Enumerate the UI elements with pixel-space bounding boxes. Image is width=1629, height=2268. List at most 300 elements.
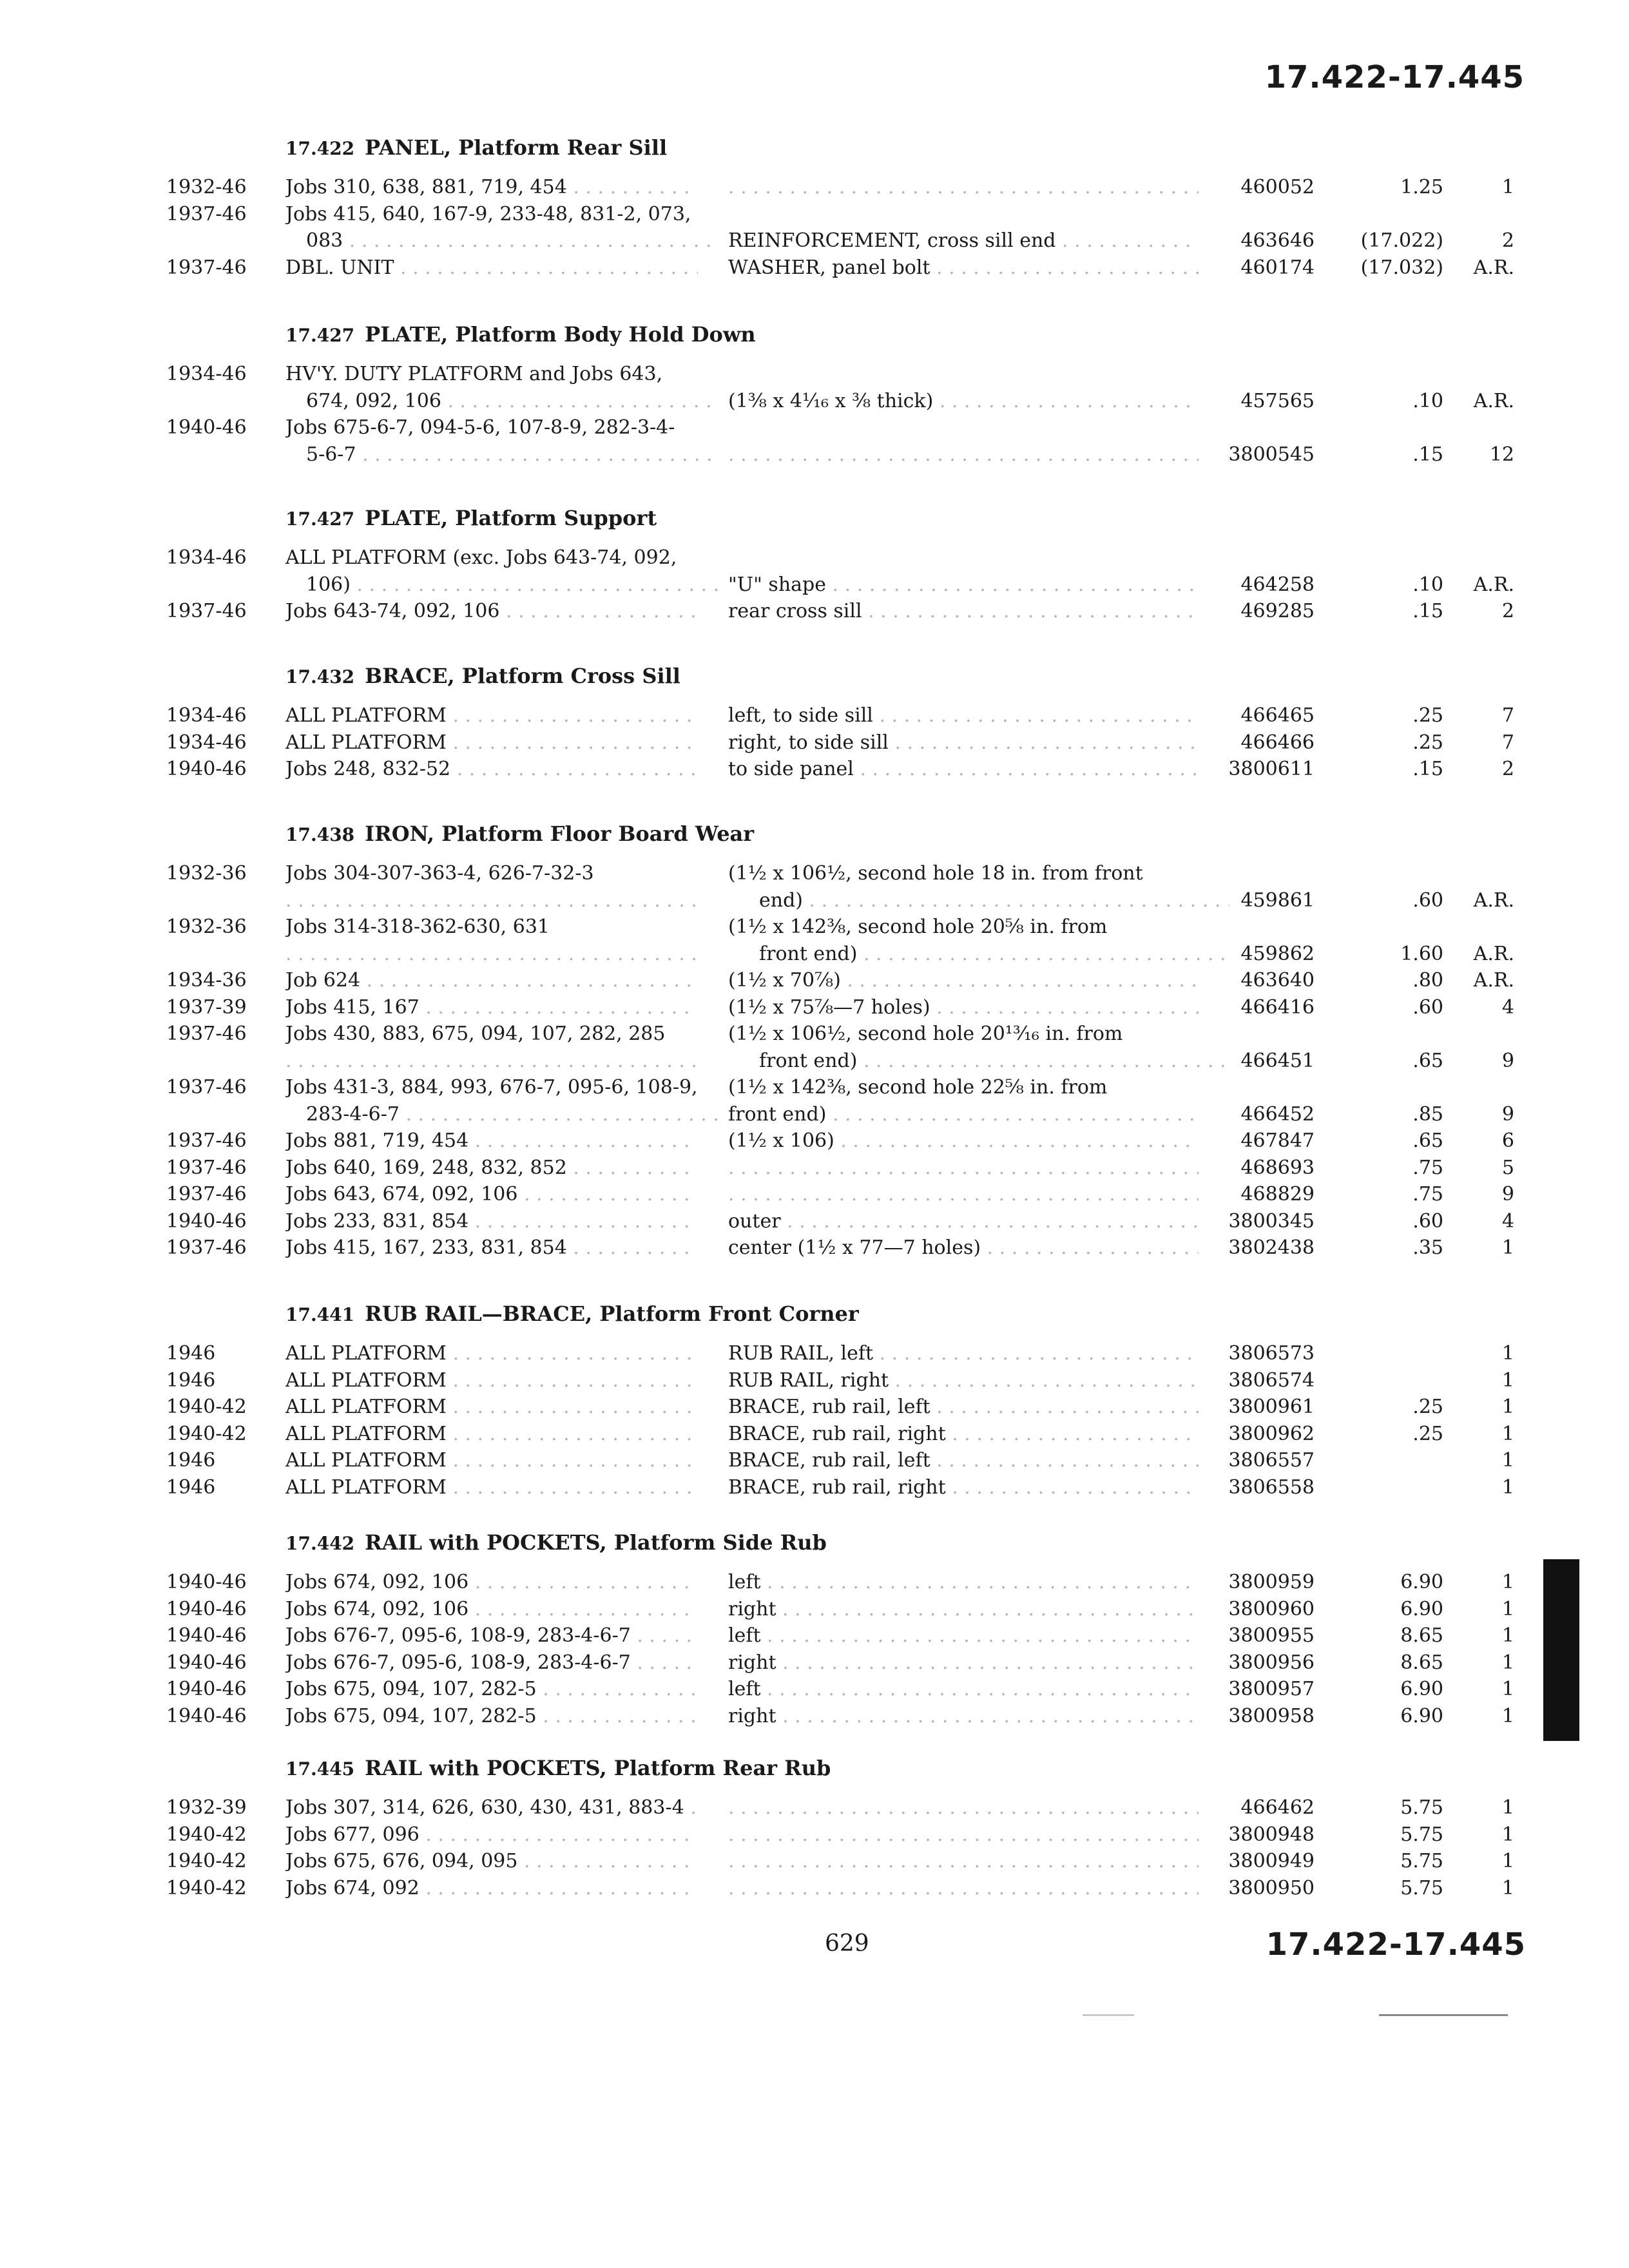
application-text: Jobs 248, 832-52 xyxy=(285,758,451,780)
description xyxy=(728,860,1199,887)
model-years: 1932-36 xyxy=(166,862,247,885)
description-text: RUB RAIL, left xyxy=(728,1342,874,1365)
part-number: 459862 xyxy=(1240,942,1315,965)
quantity: 1 xyxy=(1501,1678,1514,1700)
scan-artifact-line xyxy=(1083,2014,1134,2016)
section-title xyxy=(285,322,756,347)
part-row xyxy=(0,1048,1629,1075)
application xyxy=(285,1821,698,1849)
description-text: to side panel xyxy=(728,758,854,780)
application-text: Jobs 676-7, 095-6, 108-9, 283-4-6-7 xyxy=(285,1624,631,1647)
model-years: 1940-46 xyxy=(166,416,247,439)
section-heading: PLATE, Platform Body Hold Down xyxy=(365,322,756,347)
part-row xyxy=(0,994,1629,1021)
part-row xyxy=(0,388,1629,415)
application xyxy=(285,860,698,887)
part-row xyxy=(0,441,1629,468)
part-number: 3800960 xyxy=(1228,1597,1315,1620)
list-price: .60 xyxy=(1412,1209,1443,1233)
section-title xyxy=(285,135,667,160)
application xyxy=(285,887,698,914)
application-text: ALL PLATFORM xyxy=(285,1449,447,1472)
list-price: .60 xyxy=(1412,889,1443,912)
application xyxy=(285,1703,698,1730)
description xyxy=(728,887,1229,914)
quantity: A.R. xyxy=(1473,256,1514,279)
thumb-index-tab xyxy=(1543,1559,1579,1741)
description-text: (1½ x 142⅜, second hole 20⅝ in. from xyxy=(728,916,1108,938)
list-price: 8.65 xyxy=(1400,1651,1443,1674)
application xyxy=(285,1048,698,1075)
part-row xyxy=(0,1569,1629,1596)
quantity: 9 xyxy=(1501,1102,1514,1126)
description-text: (1⅜ x 4¹⁄₁₆ x ⅜ thick) xyxy=(728,389,934,412)
part-number: 3800949 xyxy=(1228,1850,1315,1872)
application xyxy=(285,1447,698,1474)
part-number: 463640 xyxy=(1240,969,1315,992)
quantity: 4 xyxy=(1501,1209,1514,1233)
section-heading: BRACE, Platform Cross Sill xyxy=(365,664,680,688)
application xyxy=(285,1848,698,1875)
model-years: 1937-46 xyxy=(166,1076,247,1099)
part-number: 3800345 xyxy=(1228,1209,1315,1233)
section-code: 17.438 xyxy=(285,824,355,845)
part-number: 469285 xyxy=(1240,600,1315,622)
application-text: 5-6-7 xyxy=(306,443,356,466)
header-range: 17.422-17.445 xyxy=(1264,59,1525,95)
section-title xyxy=(285,822,754,846)
application-text: ALL PLATFORM xyxy=(285,704,447,727)
quantity: 1 xyxy=(1501,1475,1514,1499)
model-years: 1934-46 xyxy=(166,546,247,569)
section-title xyxy=(285,1756,831,1780)
description xyxy=(728,1649,1199,1677)
description-text: right xyxy=(728,1704,776,1727)
model-years: 1940-42 xyxy=(166,1850,247,1872)
quantity: 1 xyxy=(1501,1449,1514,1472)
part-number: 466452 xyxy=(1240,1102,1315,1126)
application xyxy=(285,914,698,941)
description-text: (1½ x 75⅞—7 holes) xyxy=(728,995,930,1019)
part-number: 463646 xyxy=(1240,229,1315,252)
application-text: Jobs 675, 676, 094, 095 xyxy=(285,1850,518,1872)
description xyxy=(728,1821,1199,1849)
part-row xyxy=(0,1074,1629,1101)
description xyxy=(728,1181,1199,1208)
application-text: ALL PLATFORM xyxy=(285,1396,447,1418)
model-years: 1934-36 xyxy=(166,969,247,992)
description-text: "U" shape xyxy=(728,573,826,596)
application xyxy=(285,994,698,1021)
part-row xyxy=(0,1622,1629,1649)
part-row xyxy=(0,1676,1629,1703)
section-title xyxy=(285,1302,859,1326)
application-text: 283-4-6-7 xyxy=(306,1102,400,1126)
quantity: 1 xyxy=(1501,1796,1514,1819)
quantity: A.R. xyxy=(1473,573,1514,596)
quantity: 7 xyxy=(1501,731,1514,754)
footer-range: 17.422-17.445 xyxy=(1266,1927,1526,1963)
section-heading: RAIL with POCKETS, Platform Side Rub xyxy=(365,1530,827,1555)
application-text: Jobs 415, 640, 167-9, 233-48, 831-2, 073, xyxy=(285,202,691,226)
list-price: .75 xyxy=(1412,1156,1443,1179)
list-price: .60 xyxy=(1412,995,1443,1019)
description-text: BRACE, rub rail, left xyxy=(728,1396,930,1418)
model-years: 1946 xyxy=(166,1342,216,1365)
list-price: 8.65 xyxy=(1400,1624,1443,1647)
description xyxy=(728,1208,1199,1235)
section-heading: PLATE, Platform Support xyxy=(365,506,657,530)
model-years: 1940-46 xyxy=(166,1209,247,1233)
model-years: 1940-46 xyxy=(166,1597,247,1620)
part-number: 3800957 xyxy=(1228,1678,1315,1700)
application-text: Jobs 643, 674, 092, 106 xyxy=(285,1183,518,1206)
section-code: 17.441 xyxy=(285,1304,355,1325)
application xyxy=(285,255,698,282)
part-row xyxy=(0,1596,1629,1623)
quantity: 1 xyxy=(1501,176,1514,198)
application xyxy=(285,1340,698,1367)
part-row xyxy=(0,1155,1629,1182)
quantity: 1 xyxy=(1501,1651,1514,1674)
description-text: REINFORCEMENT, cross sill end xyxy=(728,229,1056,252)
part-number: 468693 xyxy=(1240,1156,1315,1179)
application-text: Jobs 675, 094, 107, 282-5 xyxy=(285,1704,537,1727)
application xyxy=(285,1875,698,1902)
part-row xyxy=(0,1340,1629,1367)
application-text: Jobs 674, 092 xyxy=(285,1876,419,1899)
part-row xyxy=(0,967,1629,994)
list-price: (17.032) xyxy=(1360,256,1443,279)
quantity: A.R. xyxy=(1473,969,1514,992)
application-text: ALL PLATFORM (exc. Jobs 643-74, 092, xyxy=(285,546,677,569)
application-text: Jobs 431-3, 884, 993, 676-7, 095-6, 108-9, xyxy=(285,1076,698,1099)
list-price: .10 xyxy=(1412,389,1443,412)
model-years: 1937-46 xyxy=(166,600,247,622)
application xyxy=(285,1421,698,1448)
application-text: Jobs 430, 883, 675, 094, 107, 282, 285 xyxy=(285,1023,666,1045)
application xyxy=(285,1128,698,1155)
part-number: 3800959 xyxy=(1228,1571,1315,1593)
quantity: 1 xyxy=(1501,1342,1514,1365)
model-years: 1932-36 xyxy=(166,916,247,938)
application-text: Jobs 674, 092, 106 xyxy=(285,1571,469,1593)
model-years: 1940-42 xyxy=(166,1396,247,1418)
application-text: ALL PLATFORM xyxy=(285,1342,447,1365)
part-row xyxy=(0,1181,1629,1208)
list-price: 6.90 xyxy=(1400,1704,1443,1727)
quantity: A.R. xyxy=(1473,889,1514,912)
section-code: 17.427 xyxy=(285,508,355,530)
description-text: rear cross sill xyxy=(728,600,862,622)
list-price: (17.022) xyxy=(1360,229,1443,252)
model-years: 1934-46 xyxy=(166,704,247,727)
application-text: Jobs 310, 638, 881, 719, 454 xyxy=(285,176,567,198)
list-price: .85 xyxy=(1412,1102,1443,1126)
part-row xyxy=(0,1021,1629,1048)
list-price: .15 xyxy=(1412,443,1443,466)
part-number: 3800955 xyxy=(1228,1624,1315,1647)
part-row xyxy=(0,756,1629,783)
part-row xyxy=(0,1875,1629,1902)
application-text: Jobs 640, 169, 248, 832, 852 xyxy=(285,1156,567,1179)
scan-artifact-line xyxy=(1379,2014,1508,2016)
description xyxy=(728,1128,1199,1155)
application xyxy=(285,1622,698,1649)
quantity: A.R. xyxy=(1473,389,1514,412)
part-row xyxy=(0,255,1629,282)
description-text: (1½ x 106) xyxy=(728,1129,834,1152)
application-text: ALL PLATFORM xyxy=(285,1422,447,1445)
quantity: 7 xyxy=(1501,704,1514,727)
part-number: 466466 xyxy=(1240,731,1315,754)
list-price: .65 xyxy=(1412,1129,1443,1152)
quantity: 1 xyxy=(1501,1369,1514,1392)
part-number: 3800956 xyxy=(1228,1651,1315,1674)
part-row xyxy=(0,544,1629,572)
application-text: HV'Y. DUTY PLATFORM and Jobs 643, xyxy=(285,363,663,385)
list-price: .25 xyxy=(1412,1422,1443,1445)
page-number: 629 xyxy=(825,1930,869,1957)
description-text: right, to side sill xyxy=(728,731,889,754)
list-price: .35 xyxy=(1412,1236,1443,1259)
application xyxy=(285,1181,698,1208)
part-row xyxy=(0,414,1629,441)
description-text: (1½ x 106½, second hole 20¹³⁄₁₆ in. from xyxy=(728,1023,1123,1045)
description-text: (1½ x 70⅞) xyxy=(728,969,841,992)
application xyxy=(285,1155,698,1182)
application-text: 674, 092, 106 xyxy=(306,389,441,412)
description xyxy=(728,1394,1199,1421)
quantity: 6 xyxy=(1501,1129,1514,1152)
part-row xyxy=(0,174,1629,201)
description xyxy=(728,1340,1199,1367)
quantity: 1 xyxy=(1501,1876,1514,1899)
quantity: 12 xyxy=(1489,443,1514,466)
part-number: 3800545 xyxy=(1228,443,1315,466)
description xyxy=(728,994,1199,1021)
quantity: 1 xyxy=(1501,1624,1514,1647)
part-number: 466416 xyxy=(1240,995,1315,1019)
description xyxy=(728,255,1199,282)
part-number: 460174 xyxy=(1240,256,1315,279)
section-code: 17.432 xyxy=(285,666,355,687)
part-row xyxy=(0,1128,1629,1155)
part-row xyxy=(0,729,1629,756)
part-number: 3800962 xyxy=(1228,1422,1315,1445)
list-price: .10 xyxy=(1412,573,1443,596)
quantity: 1 xyxy=(1501,1850,1514,1872)
model-years: 1932-46 xyxy=(166,176,247,198)
description xyxy=(728,1569,1199,1596)
application-text: ALL PLATFORM xyxy=(285,1475,447,1499)
list-price: 5.75 xyxy=(1400,1823,1443,1846)
list-price: 1.25 xyxy=(1400,176,1443,198)
part-row xyxy=(0,201,1629,228)
application xyxy=(285,1367,698,1394)
model-years: 1946 xyxy=(166,1369,216,1392)
description xyxy=(728,1421,1199,1448)
section-heading: IRON, Platform Floor Board Wear xyxy=(365,822,755,846)
description xyxy=(728,1474,1199,1501)
application-text: 083 xyxy=(306,229,343,252)
description-text: BRACE, rub rail, right xyxy=(728,1422,946,1445)
part-number: 466451 xyxy=(1240,1049,1315,1072)
description-text: BRACE, rub rail, right xyxy=(728,1475,946,1499)
description xyxy=(728,941,1229,968)
model-years: 1940-46 xyxy=(166,1704,247,1727)
section-title xyxy=(285,506,657,530)
description xyxy=(728,729,1199,756)
part-row xyxy=(0,1101,1629,1128)
application xyxy=(285,1101,718,1128)
application-text: Jobs 675, 094, 107, 282-5 xyxy=(285,1678,537,1700)
part-number: 3802438 xyxy=(1228,1236,1315,1259)
description-text: BRACE, rub rail, left xyxy=(728,1449,930,1472)
description xyxy=(728,1235,1199,1262)
part-row xyxy=(0,1235,1629,1262)
description xyxy=(728,1848,1199,1875)
model-years: 1940-46 xyxy=(166,1624,247,1647)
part-number: 459861 xyxy=(1240,889,1315,912)
model-years: 1940-46 xyxy=(166,1678,247,1700)
application xyxy=(285,941,698,968)
application-text: Jobs 415, 167, 233, 831, 854 xyxy=(285,1236,567,1259)
part-row xyxy=(0,941,1629,968)
list-price: .25 xyxy=(1412,731,1443,754)
model-years: 1946 xyxy=(166,1449,216,1472)
description xyxy=(728,967,1199,994)
application xyxy=(285,174,698,201)
section-title xyxy=(285,1530,827,1555)
description xyxy=(728,1622,1199,1649)
description xyxy=(728,1447,1199,1474)
list-price: 5.75 xyxy=(1400,1796,1443,1819)
part-row xyxy=(0,1703,1629,1730)
description-text: left xyxy=(728,1624,761,1647)
section-code: 17.427 xyxy=(285,325,355,346)
list-price: 5.75 xyxy=(1400,1876,1443,1899)
application-text: Jobs 643-74, 092, 106 xyxy=(285,600,500,622)
application xyxy=(285,1794,698,1821)
part-number: 460052 xyxy=(1240,176,1315,198)
part-row xyxy=(0,1208,1629,1235)
list-price: 1.60 xyxy=(1400,942,1443,965)
list-price: 6.90 xyxy=(1400,1571,1443,1593)
list-price: 5.75 xyxy=(1400,1850,1443,1872)
application xyxy=(285,441,718,468)
application xyxy=(285,544,698,572)
part-number: 466462 xyxy=(1240,1796,1315,1819)
part-row xyxy=(0,1394,1629,1421)
quantity: 4 xyxy=(1501,995,1514,1019)
quantity: 2 xyxy=(1501,600,1514,622)
description-text: right xyxy=(728,1651,776,1674)
list-price: .25 xyxy=(1412,704,1443,727)
description-text: right xyxy=(728,1597,776,1620)
application-text: Jobs 233, 831, 854 xyxy=(285,1209,469,1233)
model-years: 1934-46 xyxy=(166,363,247,385)
description-text: (1½ x 142⅜, second hole 22⅝ in. from xyxy=(728,1076,1108,1099)
model-years: 1940-42 xyxy=(166,1422,247,1445)
list-price: .25 xyxy=(1412,1396,1443,1418)
application xyxy=(285,1021,698,1048)
application-text: Jobs 677, 096 xyxy=(285,1823,419,1846)
application xyxy=(285,1394,698,1421)
application xyxy=(285,1235,698,1262)
part-number: 3806574 xyxy=(1228,1369,1315,1392)
model-years: 1937-46 xyxy=(166,1236,247,1259)
application xyxy=(285,729,698,756)
part-row xyxy=(0,1649,1629,1677)
description xyxy=(728,1794,1199,1821)
part-row xyxy=(0,1474,1629,1501)
quantity: 1 xyxy=(1501,1704,1514,1727)
application-text: Jobs 676-7, 095-6, 108-9, 283-4-6-7 xyxy=(285,1651,631,1674)
quantity: 1 xyxy=(1501,1571,1514,1593)
model-years: 1940-46 xyxy=(166,1571,247,1593)
part-row xyxy=(0,1848,1629,1875)
quantity: 2 xyxy=(1501,229,1514,252)
application-text: ALL PLATFORM xyxy=(285,1369,447,1392)
application xyxy=(285,201,698,228)
section-heading: PANEL, Platform Rear Sill xyxy=(365,135,668,160)
application xyxy=(285,1208,698,1235)
description xyxy=(728,1021,1199,1048)
application-text: DBL. UNIT xyxy=(285,256,394,279)
description xyxy=(728,1703,1199,1730)
application xyxy=(285,227,718,255)
part-row xyxy=(0,914,1629,941)
description xyxy=(728,1101,1199,1128)
list-price: .15 xyxy=(1412,758,1443,780)
part-row xyxy=(0,860,1629,887)
model-years: 1940-42 xyxy=(166,1876,247,1899)
list-price: .75 xyxy=(1412,1183,1443,1206)
application xyxy=(285,967,698,994)
application xyxy=(285,756,698,783)
part-row xyxy=(0,702,1629,729)
model-years: 1940-46 xyxy=(166,1651,247,1674)
part-number: 3800958 xyxy=(1228,1704,1315,1727)
model-years: 1940-42 xyxy=(166,1823,247,1846)
part-row xyxy=(0,227,1629,255)
list-price: .65 xyxy=(1412,1049,1443,1072)
section-heading: RAIL with POCKETS, Platform Rear Rub xyxy=(365,1756,831,1780)
application xyxy=(285,1649,698,1677)
application xyxy=(285,388,718,415)
description xyxy=(728,756,1199,783)
model-years: 1937-46 xyxy=(166,1156,247,1179)
part-number: 3800948 xyxy=(1228,1823,1315,1846)
application xyxy=(285,361,698,388)
part-row xyxy=(0,1821,1629,1849)
application-text: Jobs 881, 719, 454 xyxy=(285,1129,469,1152)
application xyxy=(285,1596,698,1623)
description xyxy=(728,1367,1199,1394)
quantity: 9 xyxy=(1501,1183,1514,1206)
model-years: 1937-46 xyxy=(166,1129,247,1152)
description-text: front end) xyxy=(759,942,858,965)
application-text: Jobs 675-6-7, 094-5-6, 107-8-9, 282-3-4- xyxy=(285,416,675,439)
model-years: 1937-39 xyxy=(166,995,247,1019)
model-years: 1937-46 xyxy=(166,1183,247,1206)
application xyxy=(285,1474,698,1501)
part-number: 464258 xyxy=(1240,573,1315,596)
model-years: 1940-46 xyxy=(166,758,247,780)
quantity: 2 xyxy=(1501,758,1514,780)
part-number: 457565 xyxy=(1240,389,1315,412)
